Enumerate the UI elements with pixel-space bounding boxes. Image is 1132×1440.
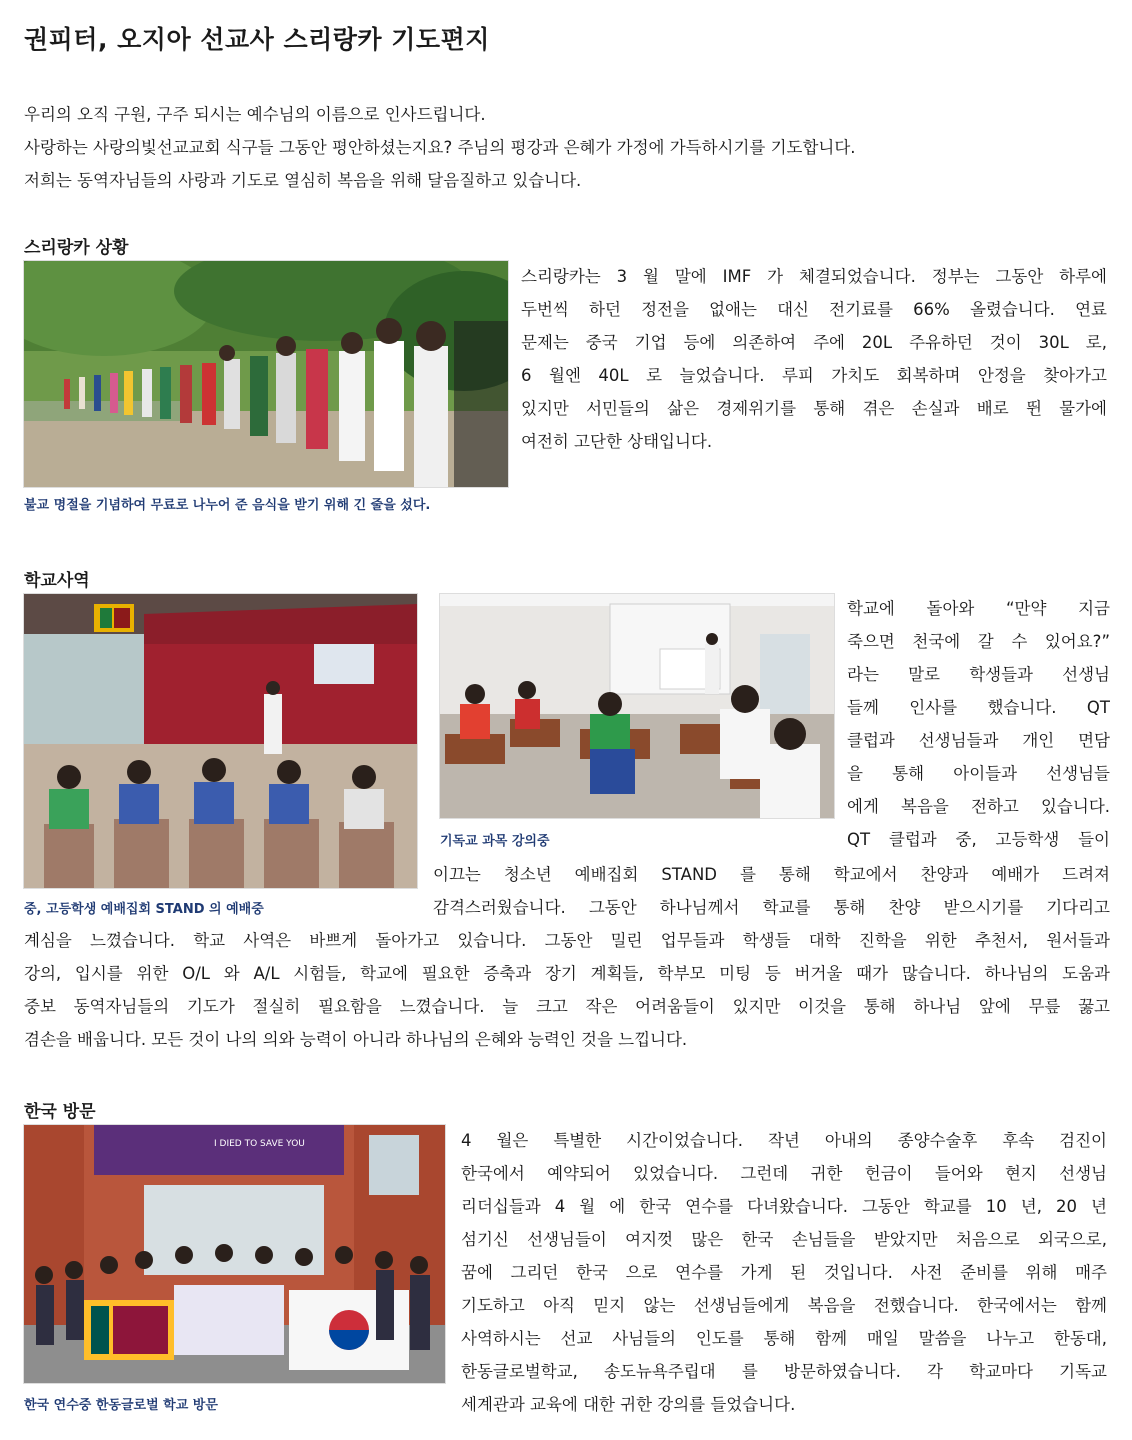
caption-food-queue: 불교 명절을 기념하여 무료로 나누어 준 음식을 받기 위해 긴 줄을 섰다. xyxy=(24,498,431,513)
text-line: 꿈에 그리던 한국 으로 연수를 가게 된 것입니다. 사전 준비를 위해 매주 xyxy=(461,1263,1107,1282)
text-line: 두번씩 하던 정전을 없애는 대신 전기료를 66% 올렸습니다. 연료 xyxy=(521,300,1107,319)
section-heading-korea: 한국 방문 xyxy=(24,1102,96,1122)
section-heading-school: 학교사역 xyxy=(24,571,90,591)
text-line: 을 통해 아이들과 선생님들 xyxy=(847,764,1110,783)
intro-line: 저희는 동역자님들의 사랑과 기도로 열심히 복음을 위해 달음질하고 있습니다. xyxy=(24,171,582,190)
text-line: 여전히 고단한 상태입니다. xyxy=(521,432,713,451)
text-line: 한동글로벌학교, 송도뉴욕주립대 를 방문하였습니다. 각 학교마다 기독교 xyxy=(461,1362,1107,1381)
photo-stand-worship xyxy=(23,593,418,889)
text-line: 강의, 입시를 위한 O/L 와 A/L 시험들, 학교에 필요한 증축과 장기 계획들, 학부모 미팅 등 버거울 때가 많습니다. 하나님의 도움과 xyxy=(24,964,1110,983)
text-line: 사역하시는 선교 사님들의 인도를 통해 함께 매일 말씀을 나누고 한동대, xyxy=(461,1329,1107,1348)
text-line: 들께 인사를 했습니다. QT xyxy=(847,698,1110,717)
text-line: QT 클럽과 중, 고등학생 들이 xyxy=(847,830,1110,849)
text-line: 세계관과 교육에 대한 귀한 강의를 들었습니다. xyxy=(461,1395,796,1414)
korea-paragraph xyxy=(461,1124,1107,1421)
text-line: 학교에 돌아와 “만약 지금 xyxy=(847,599,1110,618)
text-line: 라는 말로 학생들과 선생님 xyxy=(847,665,1110,684)
photo-christian-class xyxy=(439,593,835,819)
school-paragraph-full xyxy=(24,924,1110,1056)
text-line: 6 월엔 40L 로 늘었습니다. 루피 가치도 회복하며 안정을 찾아가고 xyxy=(521,366,1107,385)
text-line: 계심을 느꼈습니다. 학교 사역은 바쁘게 돌아가고 있습니다. 그동안 밀린 업무들과 학생들 대학 진학을 위한 추천서, 원서들과 xyxy=(24,931,1110,950)
srilanka-paragraph xyxy=(521,260,1107,458)
intro-line: 우리의 오직 구원, 구주 되시는 예수님의 이름으로 인사드립니다. xyxy=(24,105,486,124)
text-line: 감격스러웠습니다. 그동안 하나님께서 학교를 통해 찬양 받으시기를 기다리고 xyxy=(433,898,1110,917)
text-line: 중보 동역자님들의 기도가 절실히 필요함을 느꼈습니다. 늘 크고 작은 어려움들이 있지만 이것을 통해 하나님 앞에 무릎 꿇고 xyxy=(24,997,1110,1016)
text-line: 문제는 중국 기업 등에 의존하여 주에 20L 주유하던 것이 30L 로, xyxy=(521,333,1107,352)
intro-paragraph xyxy=(24,98,1114,197)
text-line: 한국에서 예약되어 있었습니다. 그런데 귀한 헌금이 들어와 현지 선생님 xyxy=(461,1164,1107,1183)
text-line: 리더십들과 4 월 에 한국 연수를 다녀왔습니다. 그동안 학교를 10 년, 20 년 xyxy=(461,1197,1107,1216)
caption-stand-worship: 중, 고등학생 예배집회 STAND 의 예배중 xyxy=(24,902,264,917)
text-line: 에게 복음을 전하고 있습니다. xyxy=(847,797,1110,816)
school-paragraph-mid xyxy=(433,858,1110,924)
text-line: 4 월은 특별한 시간이었습니다. 작년 아내의 종양수술후 후속 검진이 xyxy=(461,1131,1107,1150)
text-line: 스리랑카는 3 월 말에 IMF 가 체결되었습니다. 정부는 그동안 하루에 xyxy=(521,267,1107,286)
text-line: 겸손을 배웁니다. 모든 것이 나의 의와 능력이 아니라 하나님의 은혜와 능력인 것을 느낍니다. xyxy=(24,1030,688,1049)
text-line: 섬기신 선생님들이 여지껏 많은 한국 손님들을 받았지만 처음으로 외국으로, xyxy=(461,1230,1107,1249)
caption-christian-class: 기독교 과목 강의중 xyxy=(440,834,550,849)
text-line: 있지만 서민들의 삶은 경제위기를 통해 겪은 손실과 배로 뛴 물가에 xyxy=(521,399,1107,418)
intro-line: 사랑하는 사랑의빛선교교회 식구들 그동안 평안하셨는지요? 주님의 평강과 은혜가 가정에 가득하시기를 기도합니다. xyxy=(24,138,856,157)
text-line: 기도하고 아직 믿지 않는 선생님들에게 복음을 전했습니다. 한국에서는 함께 xyxy=(461,1296,1107,1315)
text-line: 클럽과 선생님들과 개인 면담 xyxy=(847,731,1110,750)
caption-handong-visit: 한국 연수중 한동글로벌 학교 방문 xyxy=(24,1398,218,1413)
school-paragraph-side xyxy=(847,592,1110,856)
section-heading-srilanka: 스리랑카 상황 xyxy=(24,238,129,258)
photo-food-queue xyxy=(23,260,509,488)
photo-handong-visit xyxy=(23,1124,446,1384)
banner-text: I DIED TO SAVE YOU xyxy=(214,1139,305,1149)
page-title: 권피터, 오지아 선교사 스리랑카 기도편지 xyxy=(24,25,490,54)
text-line: 이끄는 청소년 예배집회 STAND 를 통해 학교에서 찬양과 예배가 드려져 xyxy=(433,865,1110,884)
text-line: 죽으면 천국에 갈 수 있어요?” xyxy=(847,632,1110,651)
